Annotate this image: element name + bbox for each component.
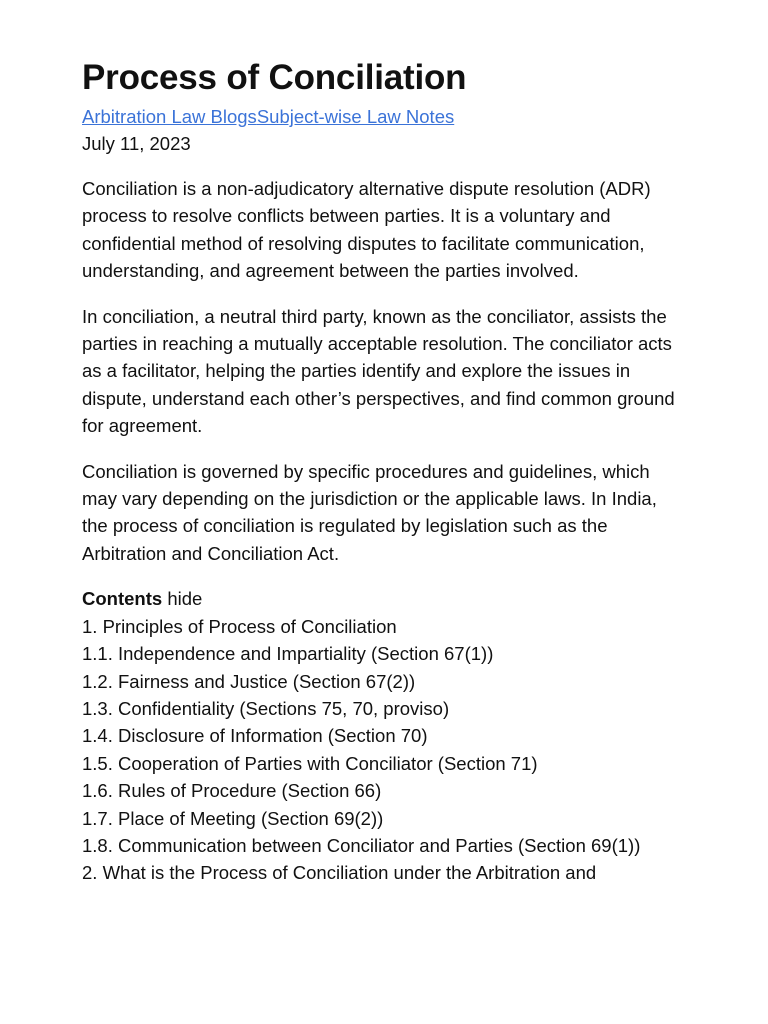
toc-item-1-4[interactable]: 1.4. Disclosure of Information (Section 70): [82, 725, 428, 747]
toc-heading: Contents: [82, 588, 163, 610]
table-of-contents: [82, 585, 686, 886]
category-links: [82, 103, 686, 130]
paragraph-conciliator: In conciliation, a neutral third party, known as the conciliator, assists the parties in reaching a mutually acceptable resolution. The conciliator acts as a facilitator, helping the parties identify and explore the issues in dispute, understand each other’s perspectives, and find common ground for agreement.: [82, 305, 675, 437]
toc-item-1-2[interactable]: 1.2. Fairness and Justice (Section 67(2)): [82, 670, 416, 692]
toc-item-1-1[interactable]: 1.1. Independence and Impartiality (Section 67(1)): [82, 643, 494, 665]
paragraph-governance: Conciliation is governed by specific procedures and guidelines, which may vary depending on the jurisdiction or the applicable laws. In India, the process of conciliation is regulated by legislation such as the Arbitration and Conciliation Act.: [82, 460, 657, 564]
toc-item-1-8[interactable]: 1.8. Communication between Conciliator and Parties (Section 69(1)): [82, 834, 641, 856]
toc-item-2[interactable]: 2. What is the Process of Conciliation under the Arbitration and: [82, 862, 597, 884]
post-date: July 11, 2023: [82, 133, 191, 154]
toc-header: [82, 585, 686, 612]
toc-item-1-3[interactable]: 1.3. Confidentiality (Sections 75, 70, proviso): [82, 697, 450, 719]
toc-item-1-7[interactable]: 1.7. Place of Meeting (Section 69(2)): [82, 807, 384, 829]
toc-hide-toggle[interactable]: hide: [167, 588, 203, 610]
category-link-arbitration[interactable]: Arbitration Law Blogs: [82, 106, 257, 127]
article-body: [82, 175, 686, 887]
category-link-subject-wise[interactable]: Subject-wise Law Notes: [256, 106, 455, 127]
paragraph-intro: Conciliation is a non-adjudicatory alternative dispute resolution (ADR) process to resolve conflicts between parties. It is a voluntary and confidential method of resolving disputes to facilitate communication, understanding, and agreement between the parties involved.: [82, 178, 651, 282]
toc-item-1-6[interactable]: 1.6. Rules of Procedure (Section 66): [82, 780, 382, 802]
page-title: Process of Conciliation: [82, 58, 467, 97]
toc-item-1-5[interactable]: 1.5. Cooperation of Parties with Conciliator (Section 71): [82, 752, 538, 774]
toc-item-1[interactable]: 1. Principles of Process of Conciliation: [82, 615, 397, 637]
